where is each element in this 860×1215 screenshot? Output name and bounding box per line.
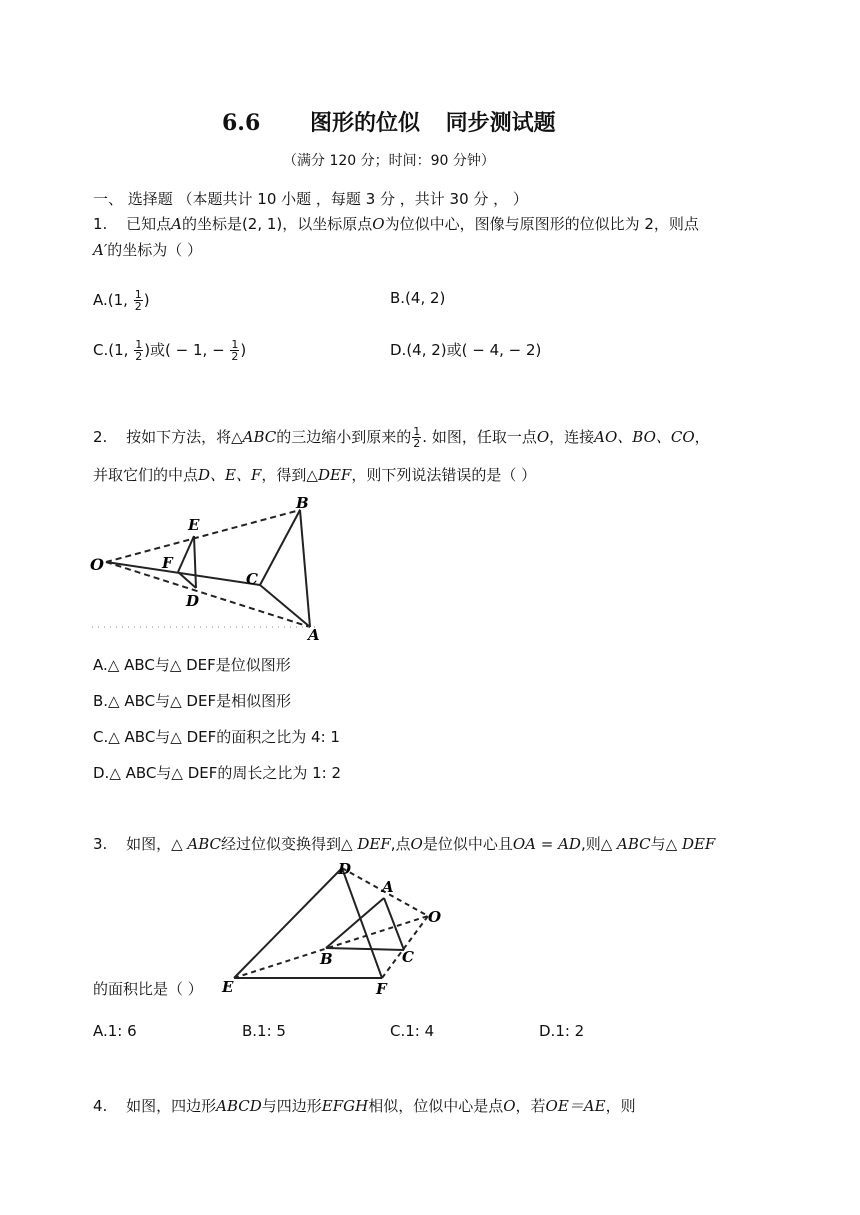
stem-text: 的三边缩小到原来的 xyxy=(276,428,412,446)
q2-figure xyxy=(88,492,328,642)
page-title xyxy=(222,106,556,137)
option-b[interactable]: B.1: 5 xyxy=(242,1022,286,1040)
option-a[interactable] xyxy=(93,289,150,312)
option-b[interactable]: B.△ ABC与△ DEF是相似图形 xyxy=(93,692,292,710)
option-d[interactable]: D.△ ABC与△ DEF的周长之比为 1: 2 xyxy=(93,764,342,782)
stem-text: 为位似中心，图像与原图形的位似比为 2，则点 xyxy=(384,215,699,233)
stem-text: 与四边形 xyxy=(261,1097,322,1115)
question-1-stem xyxy=(93,213,699,234)
label-e: E xyxy=(188,516,200,534)
denominator: 2 xyxy=(134,300,142,313)
stem-text: 已知点 xyxy=(126,215,172,233)
math-var: ABC xyxy=(242,428,277,446)
question-4-stem xyxy=(93,1095,636,1116)
option-c[interactable]: C.1: 4 xyxy=(390,1022,435,1040)
stem-text: ,点 xyxy=(390,835,411,853)
side-ca xyxy=(260,585,310,627)
math-var: O xyxy=(410,835,423,853)
math-var: ABC xyxy=(617,835,651,853)
label-c: C xyxy=(246,570,258,588)
section-heading: 一、 选择题 （本题共计 10 小题 ，每题 3 分 ，共计 30 分 ， ） xyxy=(93,190,528,208)
title-text: 图形的位似 xyxy=(309,110,420,136)
line-o-c xyxy=(106,562,260,585)
option-text: C.(1, xyxy=(93,341,134,359)
side-ab xyxy=(300,510,310,627)
stem-text: ， xyxy=(694,428,710,446)
stem-text: 按如下方法，将△ xyxy=(126,428,243,446)
label-a: A xyxy=(382,878,394,896)
title-number: 6.6 xyxy=(222,110,261,136)
math-var: O xyxy=(372,215,385,233)
stem-text: ，则 xyxy=(605,1097,636,1115)
fraction-one-half xyxy=(412,426,421,449)
label-e: E xyxy=(222,978,234,996)
side-bc xyxy=(260,510,300,585)
math-var: ABC xyxy=(187,835,222,853)
page-subtitle: （满分 120 分；时间：90 分钟） xyxy=(283,153,495,169)
denominator: 2 xyxy=(413,437,421,450)
stem-text: 相似，位似中心是点 xyxy=(368,1097,504,1115)
label-o: O xyxy=(428,908,442,926)
stem-text: 与△ xyxy=(650,835,682,853)
question-number: 1. xyxy=(93,215,108,233)
stem-text: 如图，△ xyxy=(126,835,188,853)
math-var: A′ xyxy=(93,241,108,259)
label-a: A xyxy=(308,626,320,642)
line-o-b xyxy=(106,510,300,562)
numerator: 1 xyxy=(413,425,421,438)
question-number: 2. xyxy=(93,428,108,446)
line-f-o xyxy=(382,916,428,978)
fraction-one-half xyxy=(230,339,239,362)
option-text: A.(1, xyxy=(93,291,133,309)
denominator: 2 xyxy=(135,350,143,363)
stem-text: ，得到△ xyxy=(261,466,318,484)
question-3-stem xyxy=(93,833,715,854)
title-suffix: 同步测试题 xyxy=(445,110,556,136)
math-var: OE＝AE xyxy=(545,1097,606,1115)
question-2-stem-line2 xyxy=(93,464,536,485)
numerator: 1 xyxy=(134,288,142,301)
fraction-one-half xyxy=(134,339,143,362)
stem-text: 的坐标是(2, 1)，以坐标原点 xyxy=(181,215,373,233)
math-var: EFGH xyxy=(321,1097,369,1115)
label-c: C xyxy=(402,948,414,966)
option-a[interactable]: A.△ ABC与△ DEF是位似图形 xyxy=(93,656,291,674)
label-d: D xyxy=(338,860,352,878)
math-var: O xyxy=(536,428,550,446)
numerator: 1 xyxy=(231,338,239,351)
stem-text: 是位似中心且 xyxy=(422,835,513,853)
math-var: DEF xyxy=(317,466,352,484)
stem-text: ，若 xyxy=(515,1097,546,1115)
question-number: 4. xyxy=(93,1097,108,1115)
option-b[interactable]: B.(4, 2) xyxy=(390,289,446,307)
question-number: 3. xyxy=(93,835,108,853)
option-a[interactable]: A.1: 6 xyxy=(93,1022,137,1040)
label-b: B xyxy=(296,494,309,512)
label-f: F xyxy=(376,980,387,998)
math-var: DEF xyxy=(357,835,391,853)
option-c[interactable]: C.△ ABC与△ DEF的面积之比为 4: 1 xyxy=(93,728,340,746)
math-var: AO、BO、CO xyxy=(594,428,695,446)
math-var: OA = AD xyxy=(512,835,581,853)
math-var: A xyxy=(171,215,182,233)
stem-text: 经过位似变换得到△ xyxy=(221,835,358,853)
math-var: DEF xyxy=(681,835,716,853)
math-var: D、E、F xyxy=(198,466,262,484)
option-c[interactable] xyxy=(93,339,246,362)
label-d: D xyxy=(186,592,200,610)
label-o: O xyxy=(90,555,104,574)
label-f: F xyxy=(162,554,173,572)
math-var: ABCD xyxy=(216,1097,262,1115)
side-ed xyxy=(194,536,196,588)
label-b: B xyxy=(320,950,333,968)
stem-text: ,则△ xyxy=(580,835,618,853)
stem-text: . 如图，任取一点 xyxy=(422,428,537,446)
fraction-one-half xyxy=(134,289,143,312)
side-bc xyxy=(326,948,404,950)
option-text: ) xyxy=(240,341,247,359)
stem-text: ，连接 xyxy=(549,428,595,446)
stem-text: ，则下列说法错误的是（ ） xyxy=(351,466,537,484)
denominator: 2 xyxy=(231,350,239,363)
option-d[interactable]: D.1: 2 xyxy=(539,1022,585,1040)
stem-text: 如图，四边形 xyxy=(126,1097,217,1115)
option-d[interactable]: D.(4, 2)或( − 4, − 2) xyxy=(390,341,542,359)
side-df xyxy=(342,868,382,978)
stem-text: 的坐标为（ ） xyxy=(107,241,203,259)
option-text: ) xyxy=(143,291,150,309)
line-o-a xyxy=(106,562,310,627)
option-text: )或( − 1, − xyxy=(144,341,230,359)
question-2-stem xyxy=(93,426,710,449)
question-3-stem-line2: 的面积比是（ ） xyxy=(93,980,203,998)
math-var: O xyxy=(503,1097,516,1115)
stem-text: 并取它们的中点 xyxy=(93,466,199,484)
q3-figure xyxy=(220,858,450,998)
numerator: 1 xyxy=(135,338,143,351)
question-1-stem-line2 xyxy=(93,239,202,260)
